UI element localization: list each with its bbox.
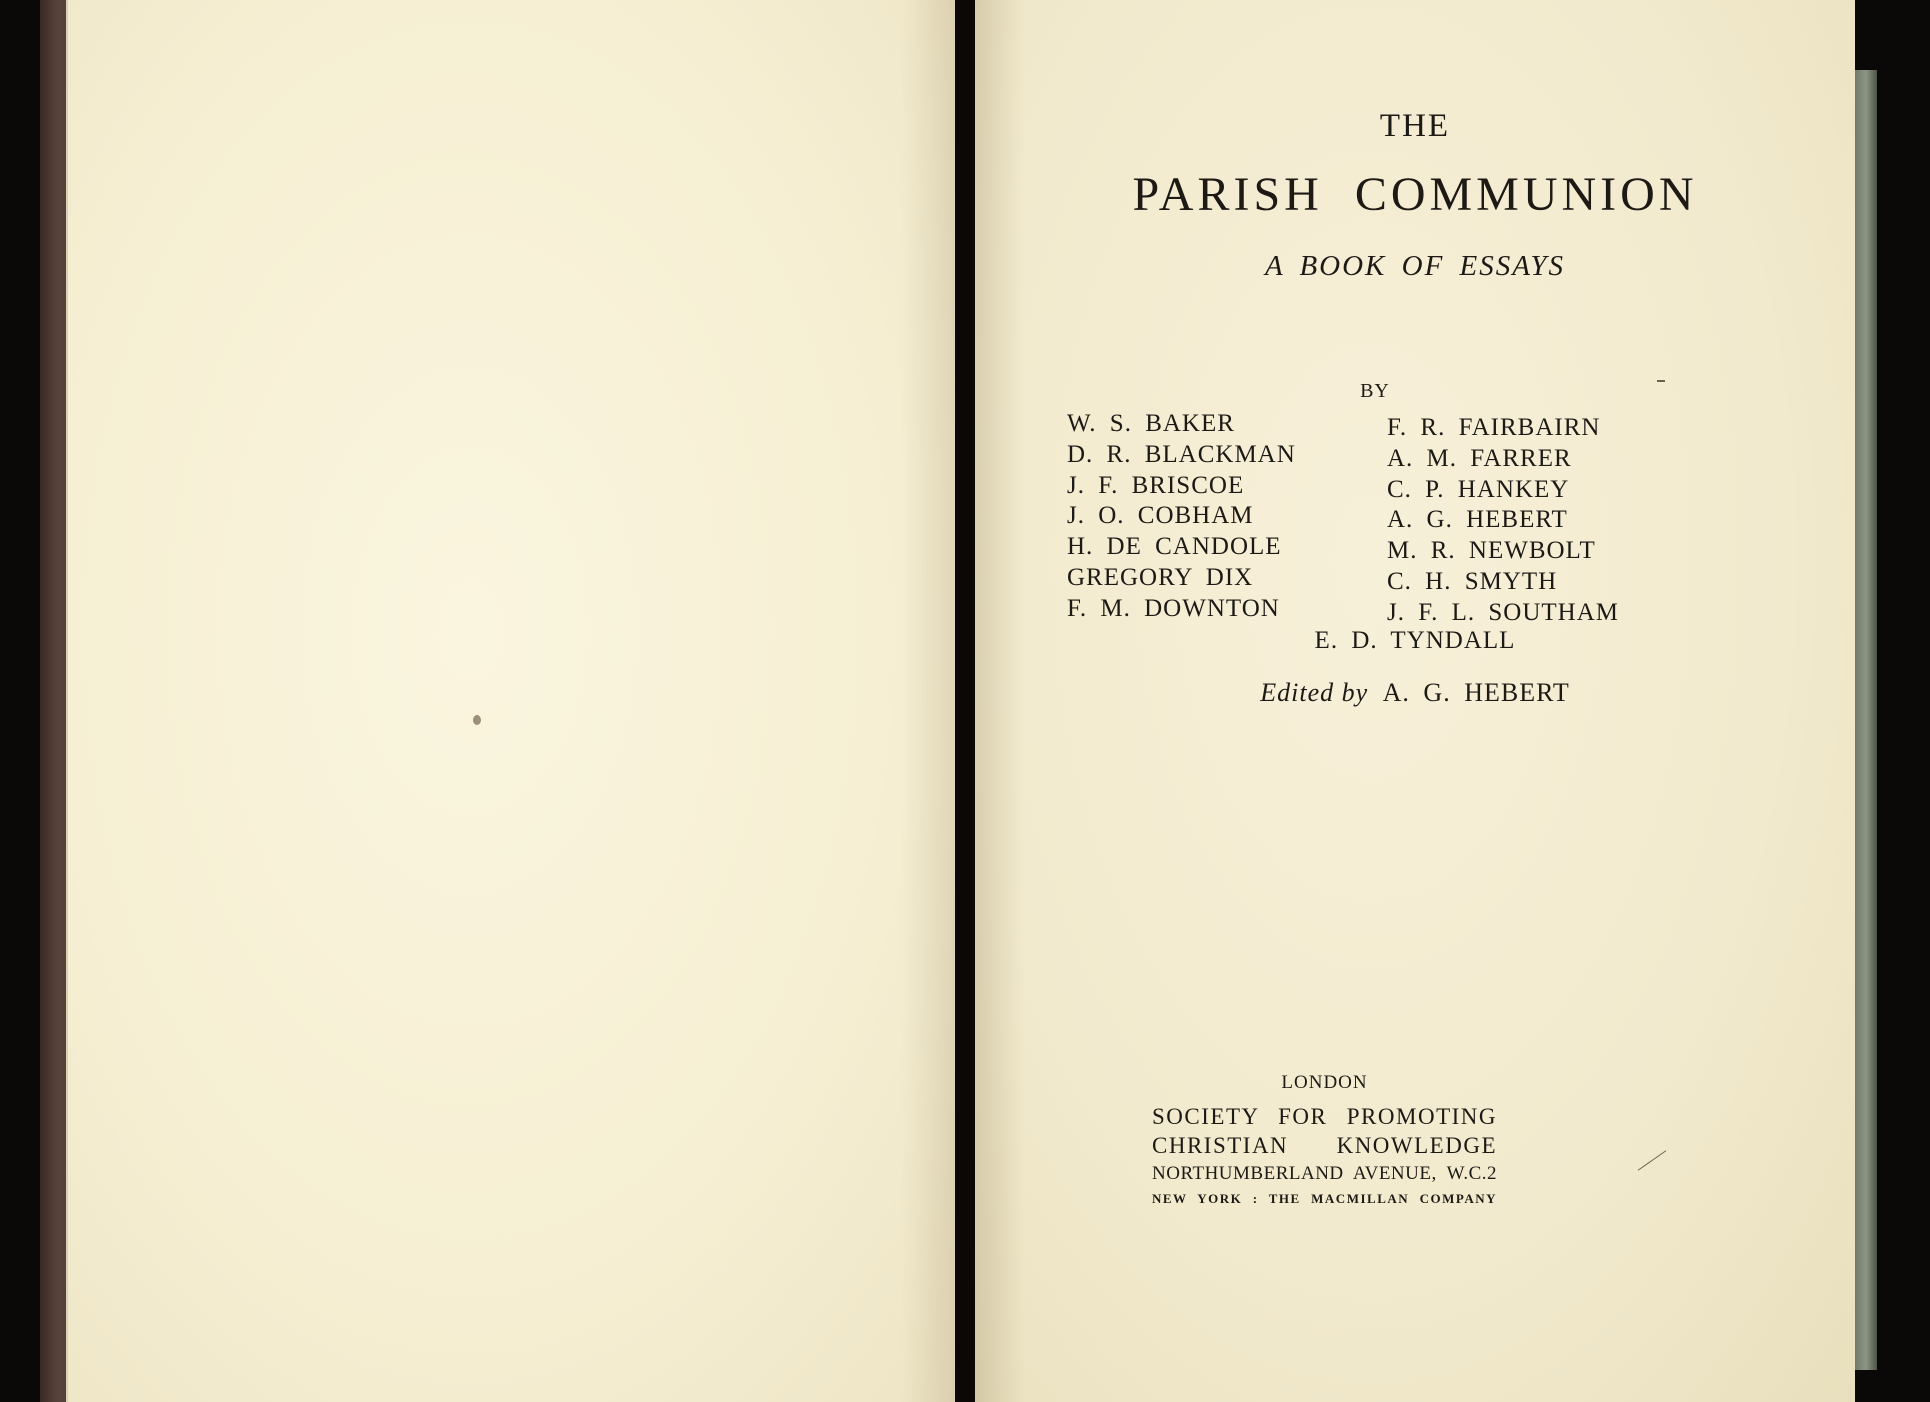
paper-mark [1638,1150,1666,1170]
editor-name: A. G. HEBERT [1382,678,1570,707]
author-name: W. S. BAKER [1067,410,1235,437]
left-page-shadow [901,0,961,1402]
imprint-publisher-line2: CHRISTIAN KNOWLEDGE [1152,1133,1497,1158]
imprint-address: NORTHUMBERLAND AVENUE, W.C.2 [1152,1163,1497,1184]
by-label: BY [1360,380,1390,402]
author-name: F. R. FAIRBAIRN [1387,414,1601,441]
book-title: PARISH COMMUNION [1132,168,1698,221]
imprint [1152,1072,1497,1210]
editor-line [975,678,1855,708]
author-name: M. R. NEWBOLT [1387,537,1596,565]
title-the: THE [1379,108,1451,144]
author-name: J. O. COBHAM [1067,502,1254,530]
author-name: D. R. BLACKMAN [1067,440,1296,468]
imprint-new-york: NEW YORK : THE MACMILLAN COMPANY [1152,1191,1497,1206]
author-name: A. M. FARRER [1387,444,1572,472]
author-name: J. F. L. SOUTHAM [1387,598,1620,626]
right-page [975,0,1855,1402]
author-name: H. DE CANDOLE [1067,533,1282,561]
gutter [955,0,977,1402]
left-page [66,0,961,1402]
author-name: F. M. DOWNTON [1067,594,1280,622]
authors-left-column [1067,409,1296,625]
author-name: C. P. HANKEY [1387,475,1570,503]
author-name: A. G. HEBERT [1387,506,1568,534]
paper-mark [1657,380,1665,382]
imprint-city: LONDON [1281,1072,1368,1093]
authors-right-column [1387,413,1619,629]
author-name-last: E. D. TYNDALL [1314,627,1516,654]
imprint-publisher-line1: SOCIETY FOR PROMOTING [1152,1104,1497,1129]
page-block-edge [1855,70,1877,1370]
author-name: C. H. SMYTH [1387,567,1558,595]
author-name: J. F. BRISCOE [1067,471,1245,499]
author-name: GREGORY DIX [1067,563,1254,591]
paper-speck [473,715,481,725]
book-subtitle: A BOOK OF ESSAYS [1265,250,1565,282]
edited-by-label: Edited by [1260,678,1369,707]
